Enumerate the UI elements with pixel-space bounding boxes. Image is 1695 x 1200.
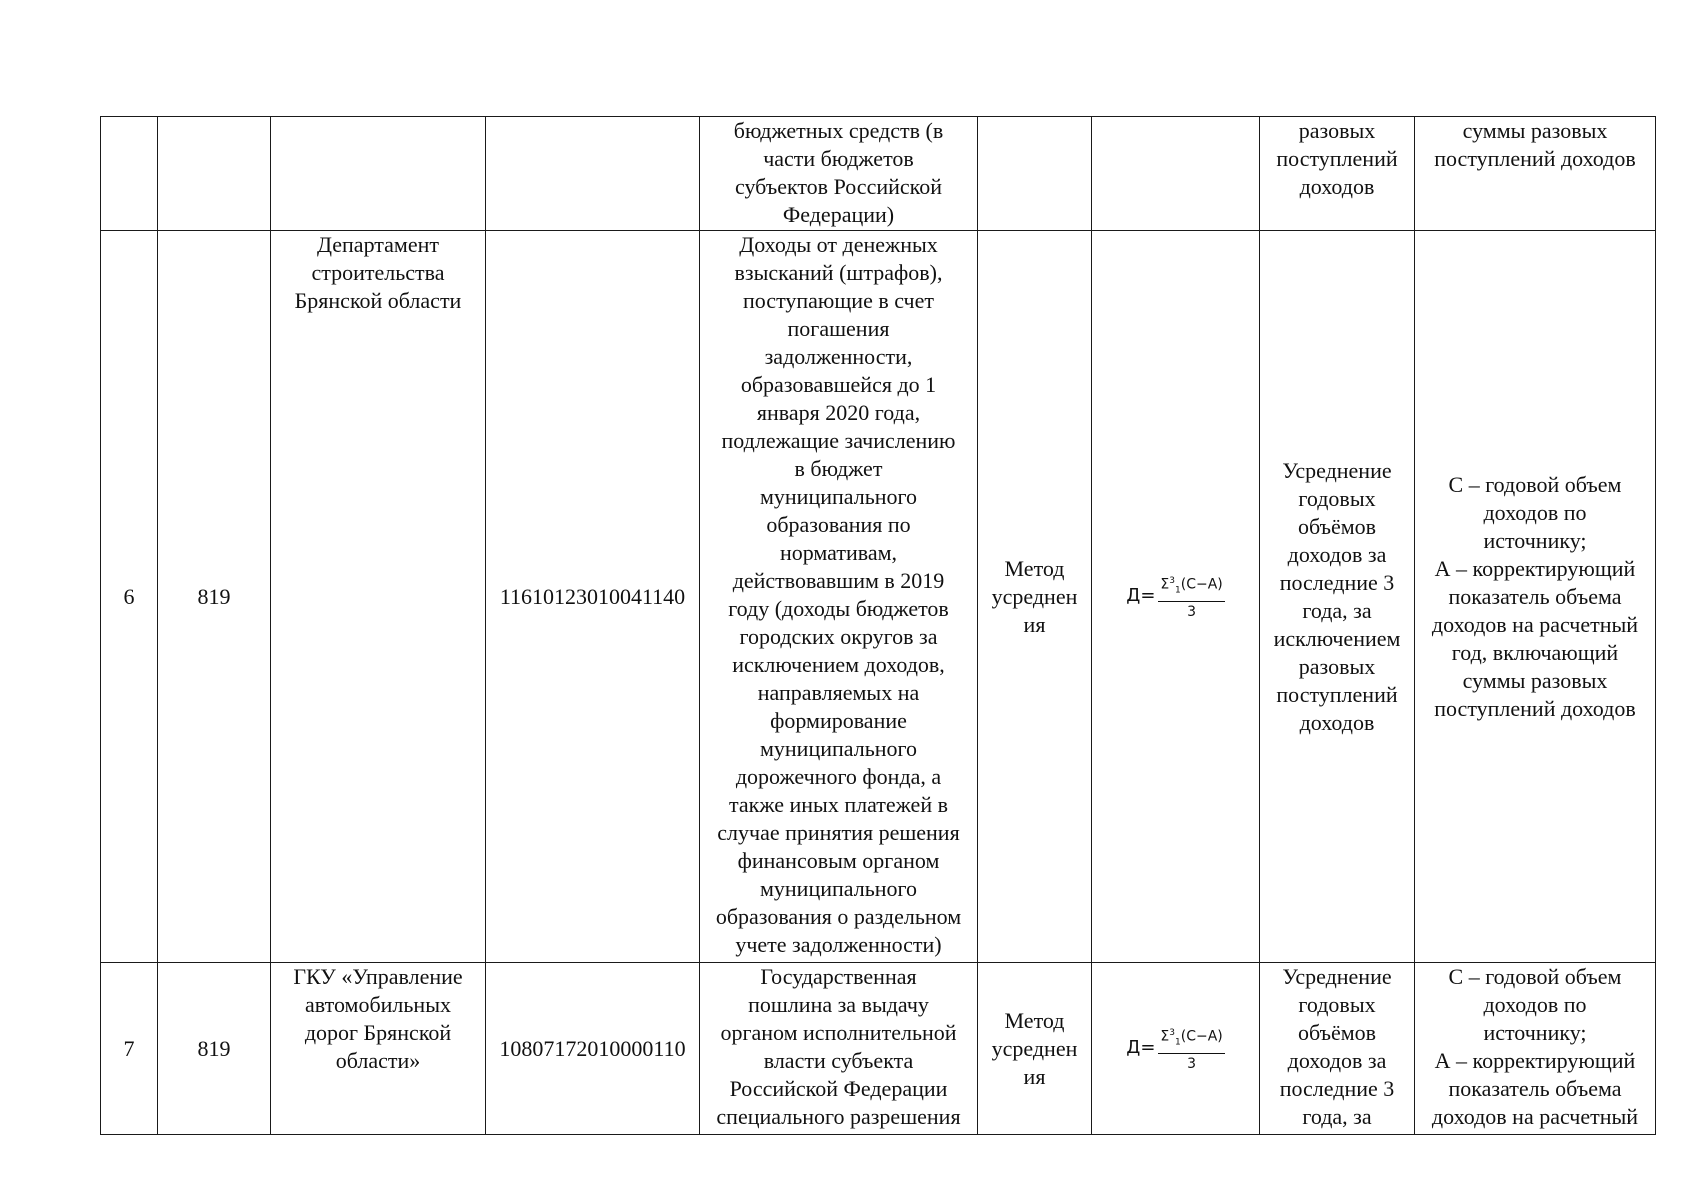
formula-sum-upper: 3	[1169, 1028, 1175, 1039]
formula-fraction	[1158, 573, 1224, 619]
administrator-text: ГКУ «Управление автомобильных дорог Брянской области»	[293, 964, 463, 1073]
formula	[1126, 573, 1225, 619]
indicators-text: суммы разовых поступлений доходов	[1434, 118, 1636, 171]
cell-code: 819	[158, 231, 271, 963]
cell-indicators	[1415, 963, 1656, 1135]
formula-fraction	[1158, 1025, 1224, 1071]
cell-formula	[1092, 963, 1260, 1135]
cell-calc-description	[1260, 231, 1415, 963]
formula-numerator	[1158, 573, 1224, 601]
cell-administrator	[271, 231, 486, 963]
cell-method	[978, 963, 1092, 1135]
formula-sum-upper: 3	[1169, 576, 1175, 587]
cell-method	[978, 231, 1092, 963]
cell-kbk: 10807172010000110	[486, 963, 700, 1135]
income-name-text: бюджетных средств (в части бюджетов субъектов Российской Федерации)	[733, 118, 944, 227]
formula	[1126, 1025, 1225, 1071]
calc-description-text: разовых поступлений доходов	[1276, 118, 1398, 199]
cell-method	[978, 117, 1092, 231]
indicators-text: С – годовой объем доходов по источнику; А – корректирующий показатель объема доходов на расчетный	[1431, 964, 1639, 1129]
cell-administrator	[271, 963, 486, 1135]
cell-indicators	[1415, 117, 1656, 231]
method-text: Метод усреднен ия	[991, 1007, 1078, 1089]
cell-income-name	[700, 231, 978, 963]
formula-numerator	[1158, 1025, 1224, 1053]
cell-calc-description	[1260, 117, 1415, 231]
cell-kbk	[486, 117, 700, 231]
income-name-text: Доходы от денежных взысканий (штрафов), поступающие в счет погашения задолженности, образовавшейся до 1 января 2020 года, подлежащие зачислению в бюджет муниципального образования по нормативам, действовавшим в 2019 году (доходы бюджетов городских округов за исключением доходов, направляемых на формирование муниципального дорожечного фонда, а также иных платежей в случае принятия решения финансовым органом муниципального образования о раздельном учете задолженности)	[715, 232, 962, 957]
cell-income-name	[700, 117, 978, 231]
formula-expression: (C−A)	[1180, 576, 1223, 593]
cell-kbk: 11610123010041140	[486, 231, 700, 963]
calc-description-text: Усреднение годовых объёмов доходов за последние 3 года, за	[1279, 964, 1395, 1129]
indicators-text: С – годовой объем доходов по источнику; А – корректирующий показатель объема доходов на расчетный год, включающий суммы разовых поступлений доходов	[1431, 471, 1639, 721]
income-forecast-table	[100, 116, 1656, 1135]
cell-income-name	[700, 963, 978, 1135]
formula-lhs: Д=	[1126, 585, 1156, 607]
formula-sum-sign: Σ	[1160, 576, 1170, 593]
cell-formula	[1092, 117, 1260, 231]
cell-calc-description	[1260, 963, 1415, 1135]
administrator-text: Департамент строительства Брянской области	[294, 232, 462, 313]
cell-num: 6	[101, 231, 158, 963]
table-row	[101, 963, 1656, 1135]
cell-code	[158, 117, 271, 231]
table-row-continuation	[101, 117, 1656, 231]
cell-num: 7	[101, 963, 158, 1135]
cell-code: 819	[158, 963, 271, 1135]
formula-sum-lower: 1	[1175, 1037, 1181, 1048]
cell-administrator	[271, 117, 486, 231]
formula-expression: (C−A)	[1180, 1028, 1223, 1045]
formula-denominator: 3	[1187, 1055, 1197, 1072]
formula-denominator: 3	[1187, 603, 1197, 620]
table-row	[101, 231, 1656, 963]
cell-formula	[1092, 231, 1260, 963]
method-text: Метод усреднен ия	[991, 555, 1078, 637]
cell-num	[101, 117, 158, 231]
calc-description-text: Усреднение годовых объёмов доходов за последние 3 года, за исключением разовых поступлений доходов	[1273, 457, 1401, 735]
income-name-text: Государственная пошлина за выдачу органом исполнительной власти субъекта Российской Федерации специального разрешения	[716, 964, 961, 1129]
formula-sum-lower: 1	[1175, 585, 1181, 596]
formula-sum-sign: Σ	[1160, 1028, 1170, 1045]
formula-lhs: Д=	[1126, 1037, 1156, 1059]
cell-indicators	[1415, 231, 1656, 963]
